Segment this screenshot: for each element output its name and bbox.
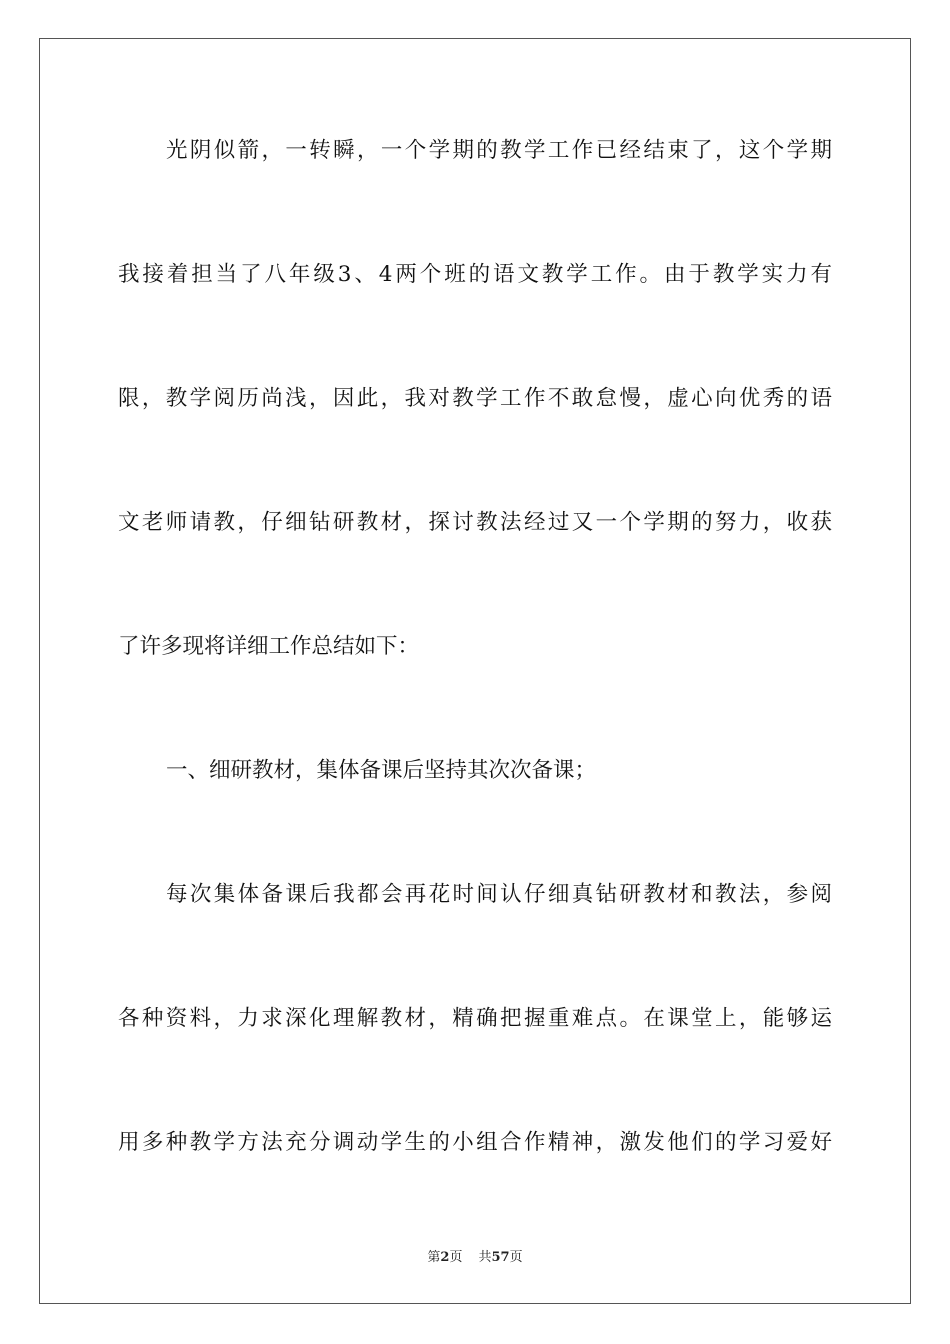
page-number: 2 xyxy=(440,1250,450,1265)
paragraph-line: 各种资料，力求深化理解教材，精确把握重难点。在课堂上，能够运 xyxy=(118,1006,832,1031)
paragraph-line: 限，教学阅历尚浅，因此，我对教学工作不敢怠慢，虚心向优秀的语 xyxy=(118,386,832,411)
paragraph-line: 我接着担当了八年级3、4两个班的语文教学工作。由于教学实力有 xyxy=(118,262,832,287)
paragraph-line: 每次集体备课后我都会再花时间认仔细真钻研教材和教法，参阅 xyxy=(166,882,832,907)
paragraph-line: 文老师请教，仔细钻研教材，探讨教法经过又一个学期的努力，收获 xyxy=(118,510,832,535)
footer-total-suffix: 页 xyxy=(509,1250,523,1265)
paragraph-line: 用多种教学方法充分调动学生的小组合作精神，激发他们的学习爱好 xyxy=(118,1130,832,1155)
footer-page-suffix: 页 xyxy=(449,1250,463,1265)
footer-total-prefix: 共 xyxy=(478,1250,492,1265)
page-border xyxy=(39,38,911,1304)
section-heading: 一、细研教材，集体备课后坚持其次次备课； xyxy=(166,758,597,783)
paragraph-line: 光阴似箭，一转瞬，一个学期的教学工作已经结束了，这个学期 xyxy=(166,138,832,163)
paragraph-line: 了许多现将详细工作总结如下： xyxy=(118,634,420,659)
footer-prefix: 第 xyxy=(427,1250,441,1265)
page-footer xyxy=(0,1246,950,1265)
total-pages: 57 xyxy=(491,1250,510,1265)
